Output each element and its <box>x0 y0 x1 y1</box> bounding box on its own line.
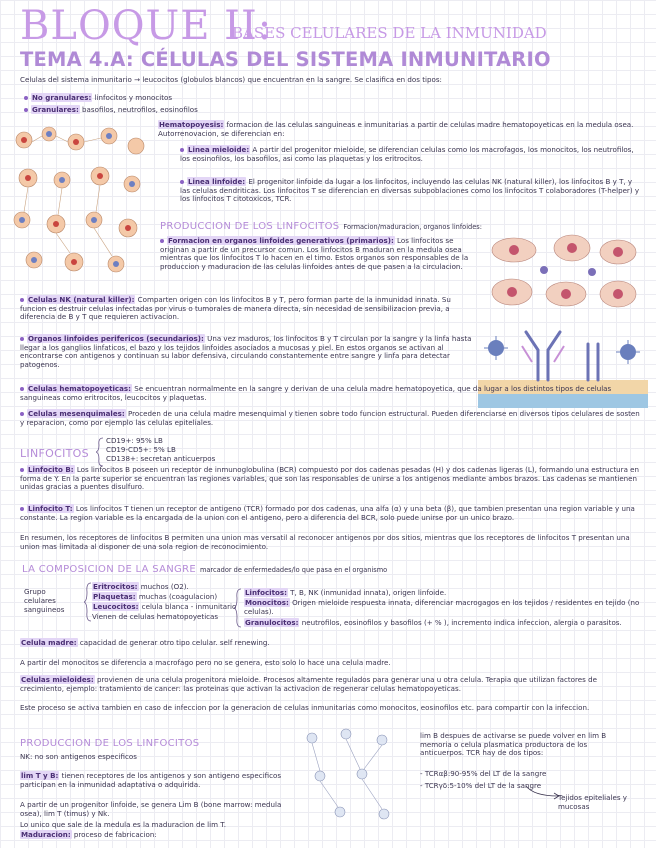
resumen: En resumen, los receptores de linfocitos B permiten una union mas versatil al reconocer antigenos por dos sitios, mientras que los receptores de linfocitos T presentan una union mas limitada al disponer de una sola region de reconocimiento. <box>20 533 630 551</box>
proceso-text: Este proceso se activa tambien en caso de infeccion por la generacion de celulas inmunitarias como monocitos, eosinofilos etc. para compartir con la infeccion. <box>20 703 590 712</box>
celulas-mieloides: Celulas mieloides: provienen de una celula progenitora mieloide. Procesos altamente regulados para generar una u otra celula. Terapia que utilizan factores de crecimiento, ejemplo: tratamiento de cancer: las proteinas que activan la activacion de regenerar celulas hematopoyeticas. <box>20 675 597 693</box>
brace-icon <box>96 437 104 467</box>
grupo-label-2: celulares <box>24 596 56 605</box>
bullet-icon <box>24 108 28 112</box>
composicion-eritrocitos: Eritrocitos: muchos (O2). <box>93 582 189 591</box>
bullet-icon <box>20 337 24 341</box>
celula-madre: Celula madre: capacidad de generar otro tipo celular. self renewing. <box>21 638 270 647</box>
linfocito-b: Linfocito B: Los linfocitos B poseen un receptor de inmunoglobulina (BCR) compuesto por dos cadenas pesadas (H) y dos cadenas ligeras (L), formando una estructura en forma de Y. En la parte superior se encuentran las regiones variables, que son las responsables de unirse a los antigenos mediante ambos brazos. Las cadenas se mantienen unidas gracias a puentes disulfuro. <box>20 465 640 492</box>
brace-icon <box>84 582 92 622</box>
composicion-leucocitos: Leucocitos: celula blanca - inmunitario <box>93 602 237 611</box>
bullet-icon <box>24 96 28 100</box>
lymphoid-organs-diagram <box>484 228 644 318</box>
organos-secundarios: Organos linfoides perifericos (secundarios): Una vez maduros, los linfocitos B y T circulan por la sangre y la linfa hasta llegar a los ganglios linfaticos, el bazo y los tejidos linfoides asociados a mucosas y piel. En estos organos se activan al encontrarse con antigenos y continuan su labor defensiva, circulando constantemente entre sangre y linfa para detectar patogenos. <box>20 334 472 369</box>
linea-linfoide: Linea linfoide: El progenitor linfoide da lugar a los linfocitos, incluyendo las celulas NK (natural killer), los linfocitos B y T, y las celulas dendriticas. Los linfocitos T se diferencian en diversas subpoblaciones como los linfocitos T colaboradores (T-helper) y los linfocitos T citotoxicos, TCR. <box>180 177 640 204</box>
linea-mieloide: Linea mieloide: A partir del progenitor mieloide, se diferencian celulas como los macrofagos, los monocitos, los neutrofilos, los eosinofilos, los basofilos, asi como las plaquetas y los eritrocitos. <box>180 145 634 163</box>
grupo-label-1: Grupo <box>24 587 46 596</box>
linfocitos-title: LINFOCITOS <box>20 447 89 460</box>
tcr-alpha-beta: - TCRαβ:90-95% del LT de la sangre <box>420 769 547 778</box>
bullet-icon <box>20 507 24 511</box>
organos-primarios: Formacion en organos linfoides generativos (primarios): Los linfocitos se originan a partir de un precursor comun. Los linfocitos B maduran en la medula osea mientras que los linfocitos T lo hacen en el timo. Estos organos son responsables de la produccion y maduracion de las celulas linfoides antes de que pasen a la circulacion. <box>160 236 469 271</box>
composicion-monocitos: Monocitos: Origen mieloide respuesta innata, diferenciar macrogagos en los tejidos / residentes en tejido (no celulas). <box>244 598 640 616</box>
grupo-label-3: sanguineos <box>24 605 65 614</box>
lim-tb: lim T y B: tienen receptores de los antigenos y son antigeno especificos participan en la inmunidad adaptativa o adquirida. <box>20 771 282 789</box>
composicion-vienen: Vienen de celulas hematopoyeticas <box>92 612 219 621</box>
composicion-plaquetas: Plaquetas: muchas (coagulacion) <box>93 592 218 601</box>
type-item-2: Granulares: basofilos, neutrofilos, eosinofilos <box>24 106 198 115</box>
hematopoyesis-paragraph: Hematopoyesis: formacion de las celulas sanguineas e inmunitarias a partir de celulas madre hematopoyeticas en la medula osea. Autorrenovacion, se diferencian en: <box>158 120 634 138</box>
tcr-gamma-delta: - TCRγδ:5-10% del LT de la sangre <box>420 781 542 790</box>
lineage-sketch <box>290 724 410 839</box>
nk-note: NK: no son antigenos especificos <box>20 752 137 761</box>
linfocitos-stat-2: CD19-CD5+: 5% LB <box>106 445 176 454</box>
bullet-icon <box>180 148 184 152</box>
bloque-subtitle: BASES CELULARES DE LA INMUNIDAD <box>232 24 547 42</box>
bullet-icon <box>20 412 24 416</box>
linfocitos-stat-3: CD138+: secretan anticuerpos <box>106 454 216 463</box>
linfocito-t: Linfocito T: Los linfocitos T tienen un receptor de antigeno (TCR) formado por dos cadenas, una alfa (α) y una beta (β), que tambien presentan una region variable y una constante. La region variable es la encargada de la union con el antigeno, pero a diferencia del BCR, solo puede unirse por un unico brazo. <box>20 504 635 522</box>
brace-icon <box>234 588 242 628</box>
bullet-icon <box>20 387 24 391</box>
bloque-title: BLOQUE II: <box>20 3 273 49</box>
bullet-icon <box>180 180 184 184</box>
tejidos-text: Tejidos epiteliales y mucosas <box>558 793 627 811</box>
composicion-linfocitos: Linfocitos: T, B, NK (inmunidad innata), origen linfoide. <box>245 588 447 597</box>
produccion-title: PRODUCCION DE LOS LINFOCITOS Formacion/maduracion, organos linfoides: <box>160 221 482 232</box>
composicion-title: LA COMPOSICION DE LA SANGRE marcador de enfermedades/lo que pasa en el organismo <box>22 564 388 575</box>
maduracion: Maduracion: proceso de fabricacion: <box>21 830 157 839</box>
nk-cells: Celulas NK (natural killer): Comparten origen con los linfocitos B y T, pero forman parte de la inmunidad innata. Su funcion es destruir celulas infectadas por virus o tumorales de manera directa, sin necesidad de sensibilizacion previa, a diferencia de B y T que requieren activacion. <box>20 295 451 322</box>
tema-title: TEMA 4.A: CÉLULAS DEL SISTEMA INMUNITARIO <box>20 48 551 71</box>
type-item-1: No granulares: linfocitos y monocitos <box>24 94 172 103</box>
bullet-icon <box>20 298 24 302</box>
celulas-mesenquimales: Celulas mesenquimales: Proceden de una celula madre mesenquimal y tienen sobre todo funcion estructural. Pueden diferenciarse en diversos tipos celulares de sosten y reparacion, como por ejemplo las celulas epiteliales. <box>20 409 640 427</box>
linfocitos-stat-1: CD19+: 95% LB <box>106 436 163 445</box>
produccion2-title: PRODUCCION DE LOS LINFOCITOS <box>20 738 200 749</box>
hematopoiesis-diagram <box>4 120 154 280</box>
lim-b-text: lim B despues de activarse se puede volver en lim B memoria o celula plasmatica productora de los anticuerpos. TCR hay de dos tipos: <box>420 731 607 758</box>
composicion-granulocitos: Granulocitos: neutrofilos, eosinofilos y basofilos (+ % ), incremento indica infeccion, alergia o parasitos. <box>245 618 622 627</box>
unico-text: Lo unico que sale de la medula es la maduracion de lim T. <box>20 820 227 829</box>
intro-text: Celulas del sistema inmunitario → leucocitos (globulos blancos) que encuentran en la sangre. Se clasifica en dos tipos: <box>20 75 442 84</box>
bullet-icon <box>160 239 164 243</box>
monocito-text: A partir del monocitos se diferencia a macrofago pero no se genera, esto solo lo hace una celula madre. <box>20 658 391 667</box>
progenitor-text: A partir de un progenitor linfoide, se genera Lim B (bone marrow: medula osea), lim T (timus) y Nk. <box>20 800 282 818</box>
celulas-hematopoyeticas: Celulas hematopoyeticas: Se encuentran normalmente en la sangre y derivan de una celula madre hematopoyetica, que da lugar a los distintos tipos de celulas sanguineas como eritrocitos, leucocitos y plaquetas. <box>20 384 612 402</box>
bullet-icon <box>20 468 24 472</box>
